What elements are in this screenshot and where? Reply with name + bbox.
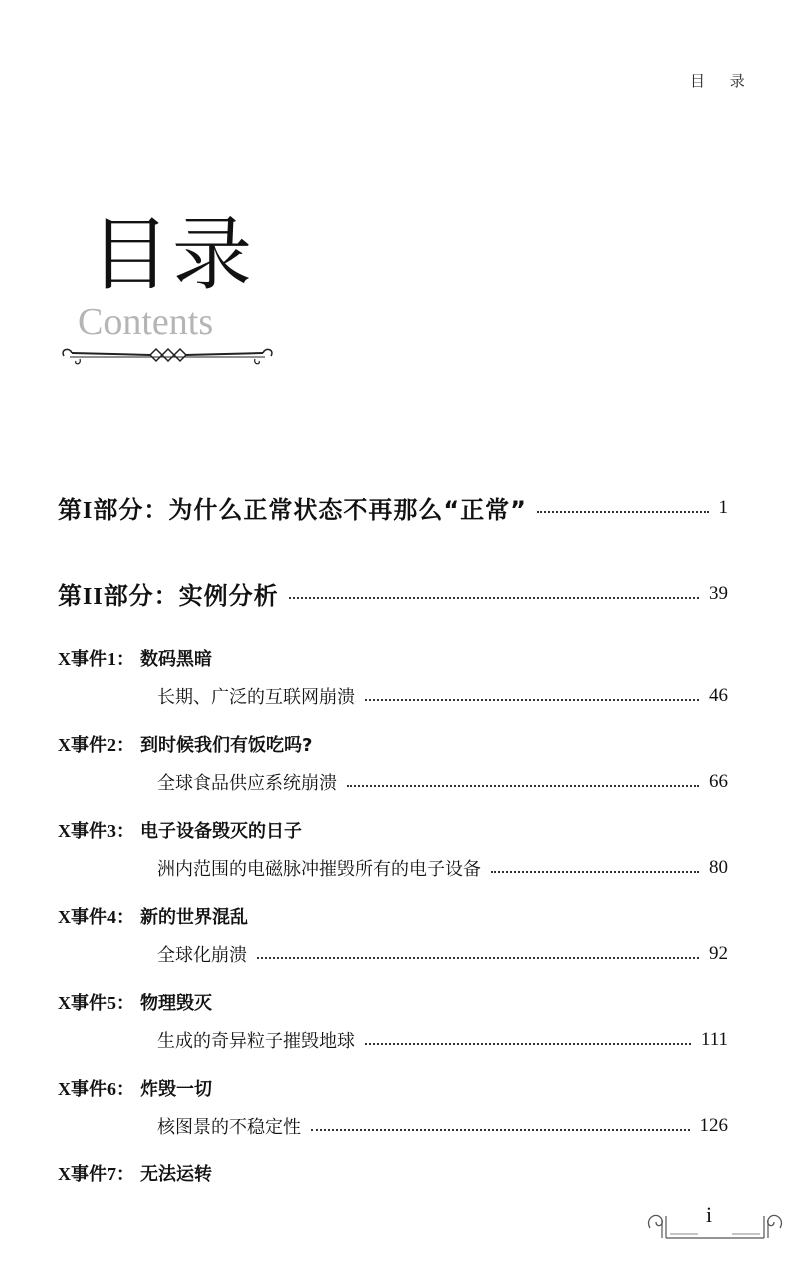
page-number: 92 [709,943,728,964]
event-label: X事件7： [58,1164,134,1184]
toc-event-1[interactable] [58,645,212,671]
toc-subentry-2[interactable] [157,769,728,795]
page-number: 111 [700,1029,728,1050]
subentry-title: 洲内范围的电磁脉冲摧毁所有的电子设备 [157,859,481,880]
event-label: X事件4： [58,907,134,927]
page-number: 1 [718,496,728,518]
dot-leader [289,597,699,599]
subentry-title: 生成的奇异粒子摧毁地球 [157,1031,355,1052]
subentry-title: 全球食品供应系统崩溃 [157,773,337,794]
event-label: X事件1： [58,649,134,669]
subentry-title: 核图景的不稳定性 [157,1117,301,1138]
page-number: 66 [709,771,728,792]
toc-part-2[interactable] [58,576,728,611]
dot-leader [257,957,699,959]
event-title: 电子设备毁灭的日子 [140,821,302,842]
part-2-title: 第II部分：实例分析 [58,582,279,610]
subentry-title: 长期、广泛的互联网崩溃 [157,687,355,708]
dot-leader [365,1043,691,1045]
toc-subentry-3[interactable] [157,855,728,881]
toc-subentry-5[interactable] [157,1027,728,1053]
toc-subentry-4[interactable] [157,941,728,967]
event-label: X事件3： [58,821,134,841]
contents-title: 目录 [90,208,254,301]
event-label: X事件6： [58,1079,134,1099]
contents-title-en: Contents [78,301,214,343]
contents-title-block [60,208,280,385]
toc-event-7[interactable] [58,1160,212,1186]
event-title: 物理毁灭 [140,993,212,1014]
event-title: 炸毁一切 [140,1079,212,1100]
event-title: 无法运转 [140,1164,212,1185]
title-ornament-icon [60,345,275,367]
event-title: 新的世界混乱 [140,907,248,928]
page-footer [640,1198,790,1258]
dot-leader [347,785,699,787]
toc-part-1[interactable] [58,490,728,525]
dot-leader [537,511,709,513]
running-head: 目 录 [690,72,755,90]
dot-leader [311,1129,690,1131]
event-label: X事件5： [58,993,134,1013]
toc-subentry-6[interactable] [157,1113,728,1139]
event-title: 数码黑暗 [140,649,212,670]
toc-event-4[interactable] [58,903,248,929]
page-number: 126 [699,1115,728,1136]
page-number: 39 [709,582,728,604]
toc-event-3[interactable] [58,817,302,843]
toc-subentry-1[interactable] [157,683,728,709]
dot-leader [365,699,699,701]
page-number: 46 [709,685,728,706]
toc-event-6[interactable] [58,1075,212,1101]
page-number-footer: i [706,1202,713,1227]
part-1-title: 第I部分：为什么正常状态不再那么“正常” [58,496,527,524]
event-label: X事件2： [58,735,134,755]
subentry-title: 全球化崩溃 [157,945,247,966]
page-number: 80 [709,857,728,878]
dot-leader [491,871,699,873]
toc-event-5[interactable] [58,989,212,1015]
footer-ornament-icon [640,1198,790,1248]
toc-event-2[interactable] [58,731,312,757]
event-title: 到时候我们有饭吃吗? [140,735,313,756]
